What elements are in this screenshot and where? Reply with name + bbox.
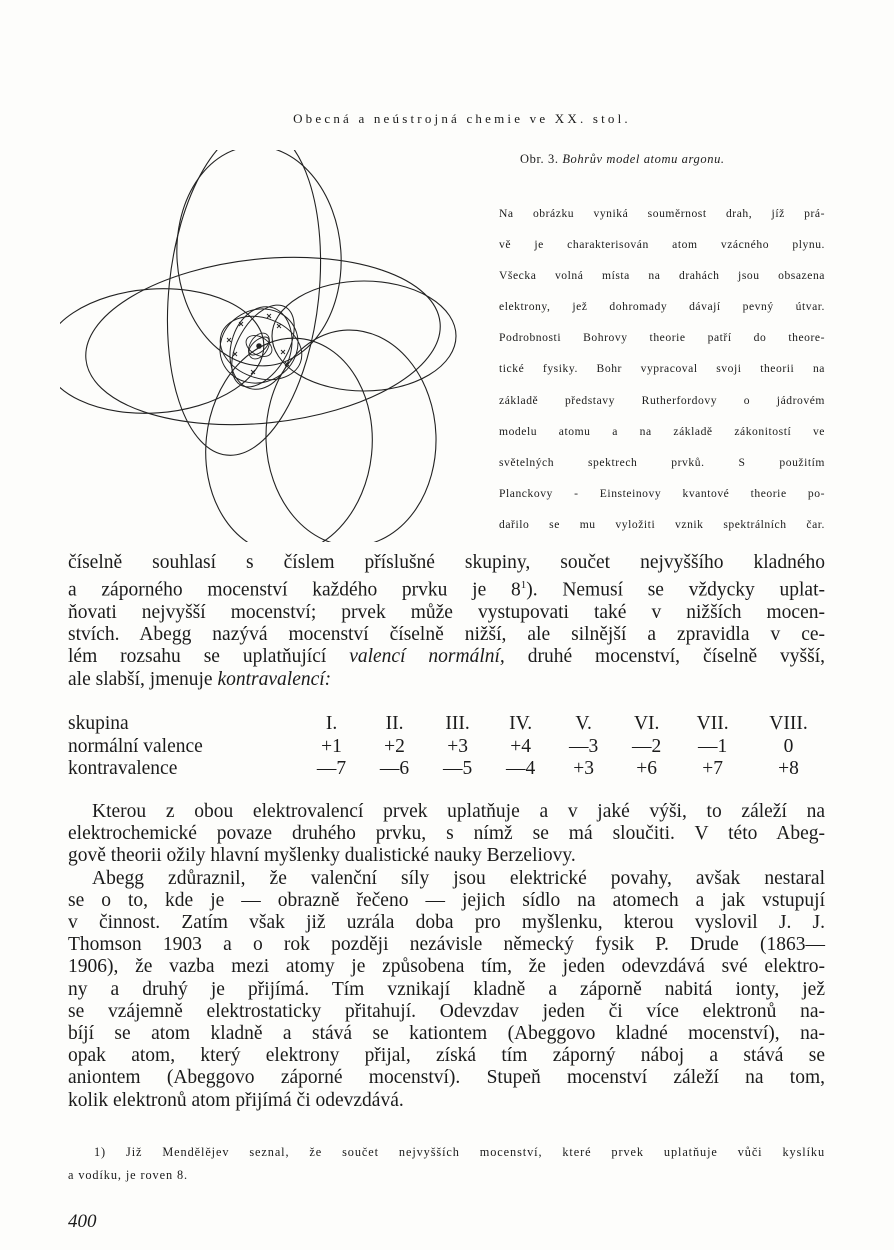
body-text: ale slabší, jmenuje [68, 668, 218, 690]
figure-caption-title: Bohrův model atomu argonu. [562, 152, 725, 166]
body-paragraph-bottom [68, 801, 825, 1112]
table-cell: —4 [505, 758, 536, 779]
running-header: Obecná a neústrojná chemie ve XX. stol. [293, 111, 631, 126]
body-line: 1906), že vazba mezi atomy je způsobena tím, že jeden odevzdává své elektro- [68, 956, 825, 978]
body-line: ňovati nejvyšší mocenství; prvek může vystupovati také v nižších mocen- [68, 601, 825, 623]
figure-caption [520, 152, 725, 167]
table-cell: +2 [384, 735, 405, 757]
table-group-header: VIII. [769, 713, 808, 734]
figure-text-line: dařilo se mu vyložiti vznik spektrálních čar. [499, 517, 825, 531]
body-line: kolik elektronů atom přijímá či odevzdává. [68, 1089, 404, 1111]
electron-mark [277, 324, 281, 328]
outer-orbit-left [60, 281, 268, 420]
body-text: lém rozsahu se uplatňující [68, 646, 350, 668]
figure-text-line: elektrony, jež dohromady dávají pevný útvar. [499, 300, 825, 314]
outer-orbit-tall [152, 150, 336, 463]
table-group-header: VI. [633, 713, 660, 734]
table-cell: 0 [783, 735, 794, 757]
figure-text-line: Na obrázku vyniká souměrnost drah, jíž prá- [499, 207, 825, 220]
figure-description [499, 198, 825, 540]
body-text: ). Nemusí se vždycky uplat- [526, 579, 825, 601]
table-group-header: VII. [696, 713, 729, 734]
middle-orbit [211, 305, 310, 390]
figure-caption-label: Obr. 3. [520, 152, 559, 166]
body-line: se vzájemně elektrostaticky přitahují. Odevzdav jeden či více elektronů na- [68, 1000, 825, 1022]
term-normal-valence: valencí normální, [349, 646, 505, 668]
middle-orbit [221, 300, 301, 397]
table-group-header: IV. [509, 713, 533, 734]
table-cell: +4 [510, 735, 531, 757]
table-cell: —2 [632, 735, 662, 757]
table-cell: —1 [697, 735, 728, 757]
table-row [68, 758, 830, 781]
nucleus [257, 344, 261, 348]
table-cell: +3 [573, 758, 595, 779]
figure-text-line: Planckovy - Einsteinovy kvantové theorie po- [499, 486, 825, 500]
table-cell: —5 [442, 758, 473, 779]
body-paragraph-top [68, 552, 825, 691]
electron-mark [227, 338, 231, 342]
body-line: bíjí se atom kladně a stává se kationtem (Abeggovo kladné mocenství), na- [68, 1023, 825, 1045]
table-cell: +1 [321, 735, 342, 757]
table-cell: +7 [702, 758, 723, 779]
table-cell: +3 [447, 735, 468, 757]
figure-text-line: tické fysiky. Bohr vypracoval svoji theorii na [499, 362, 825, 376]
body-line: číselně souhlasí s číslem příslušné skupiny, součet nejvyššího kladného [68, 552, 825, 573]
body-line: Kterou z obou elektrovalencí prvek uplatňuje a v jaké výši, to záleží na [92, 801, 825, 822]
figure-text-line: světelných spektrech prvků. S použitím [499, 455, 825, 469]
body-line: elektrochemické povaze druhého prvku, s nímž se má sloučiti. V této Abeg- [68, 823, 825, 845]
table-group-header: II. [385, 713, 404, 734]
page-number: 400 [68, 1211, 97, 1232]
body-line [68, 669, 825, 691]
table-group-header: I. [325, 713, 338, 734]
table-header-label: skupina [68, 713, 129, 734]
figure-text-line: Podrobnosti Bohrovy theorie patří do theore- [499, 331, 825, 345]
body-line: aniontem (Abeggovo záporné mocenství). Stupeň mocenství záleží na tom, [68, 1067, 825, 1089]
body-line: gově theorii ožily hlavní myšlenky dualistické nauky Berzeliovy. [68, 845, 576, 867]
table-cell: +8 [778, 758, 799, 779]
figure-text-line: základě představy Rutherfordovy o jádrovém [499, 393, 825, 407]
body-line: v činnost. Zatím však již uzrála doba pro myšlenku, kterou vyslovil J. J. [68, 912, 825, 934]
table-row [68, 736, 830, 759]
body-line: ny a druhý je přijímá. Tím vznikají kladně a záporně nabitá ionty, jež [68, 978, 825, 1000]
table-cell: +6 [636, 758, 658, 779]
body-line [68, 646, 825, 668]
footnote-text: Již Mendělějev seznal, že součet nejvyšších mocenství, které prvek uplatňuje vůči kyslíku [106, 1145, 825, 1159]
table-cell: —6 [379, 758, 410, 779]
footnote-line [68, 1141, 825, 1164]
table-cell: —7 [316, 758, 347, 779]
footnote-marker: 1) [94, 1145, 107, 1159]
term-contravalence: kontravalencí: [217, 668, 332, 690]
body-line: opak atom, který elektrony přijal, získá tím záporný náboj a stává se [68, 1045, 825, 1067]
figure-text-line: modelu atomu a na základě zákonitostí ve [499, 424, 825, 438]
table-group-header: III. [445, 713, 470, 734]
footnote-line: a vodíku, je roven 8. [68, 1168, 188, 1182]
electron-mark [281, 350, 285, 354]
table-cell: —3 [569, 735, 599, 757]
footnote-reference: 1 [520, 579, 527, 592]
body-line: Thomson 1903 a o rok později nezávisle německý fysik P. Drude (1863— [68, 934, 825, 956]
table-header-row [68, 713, 830, 736]
electron-mark [267, 314, 271, 318]
bohr-atom-model-figure [60, 150, 460, 542]
figure-text-line: vě je charakterisován atom vzácného plynu. [499, 238, 825, 252]
footnote [68, 1141, 825, 1187]
valence-table [68, 713, 830, 781]
body-line [68, 574, 825, 602]
electron-mark [233, 352, 237, 356]
table-row-label: normální valence [68, 735, 203, 757]
body-text: druhé mocenství, číselně vyšší, [504, 646, 825, 668]
body-line: stvích. Abegg nazývá mocenství číselně nižší, ale silnější a zpravidla v ce- [68, 624, 825, 646]
table-group-header: V. [575, 713, 592, 734]
body-text: a záporného mocenství každého prvku je 8 [68, 579, 521, 601]
figure-text-line: Všecka volná místa na drahách jsou obsazena [499, 269, 825, 283]
table-row-label: kontravalence [68, 758, 178, 779]
body-line: Abegg zdůraznil, že valenční síly jsou elektrické povahy, avšak nestaral [92, 867, 825, 889]
body-line: se o to, kde je — obrazně řečeno — jejich sídlo na atomech a jak vstupují [68, 889, 825, 911]
